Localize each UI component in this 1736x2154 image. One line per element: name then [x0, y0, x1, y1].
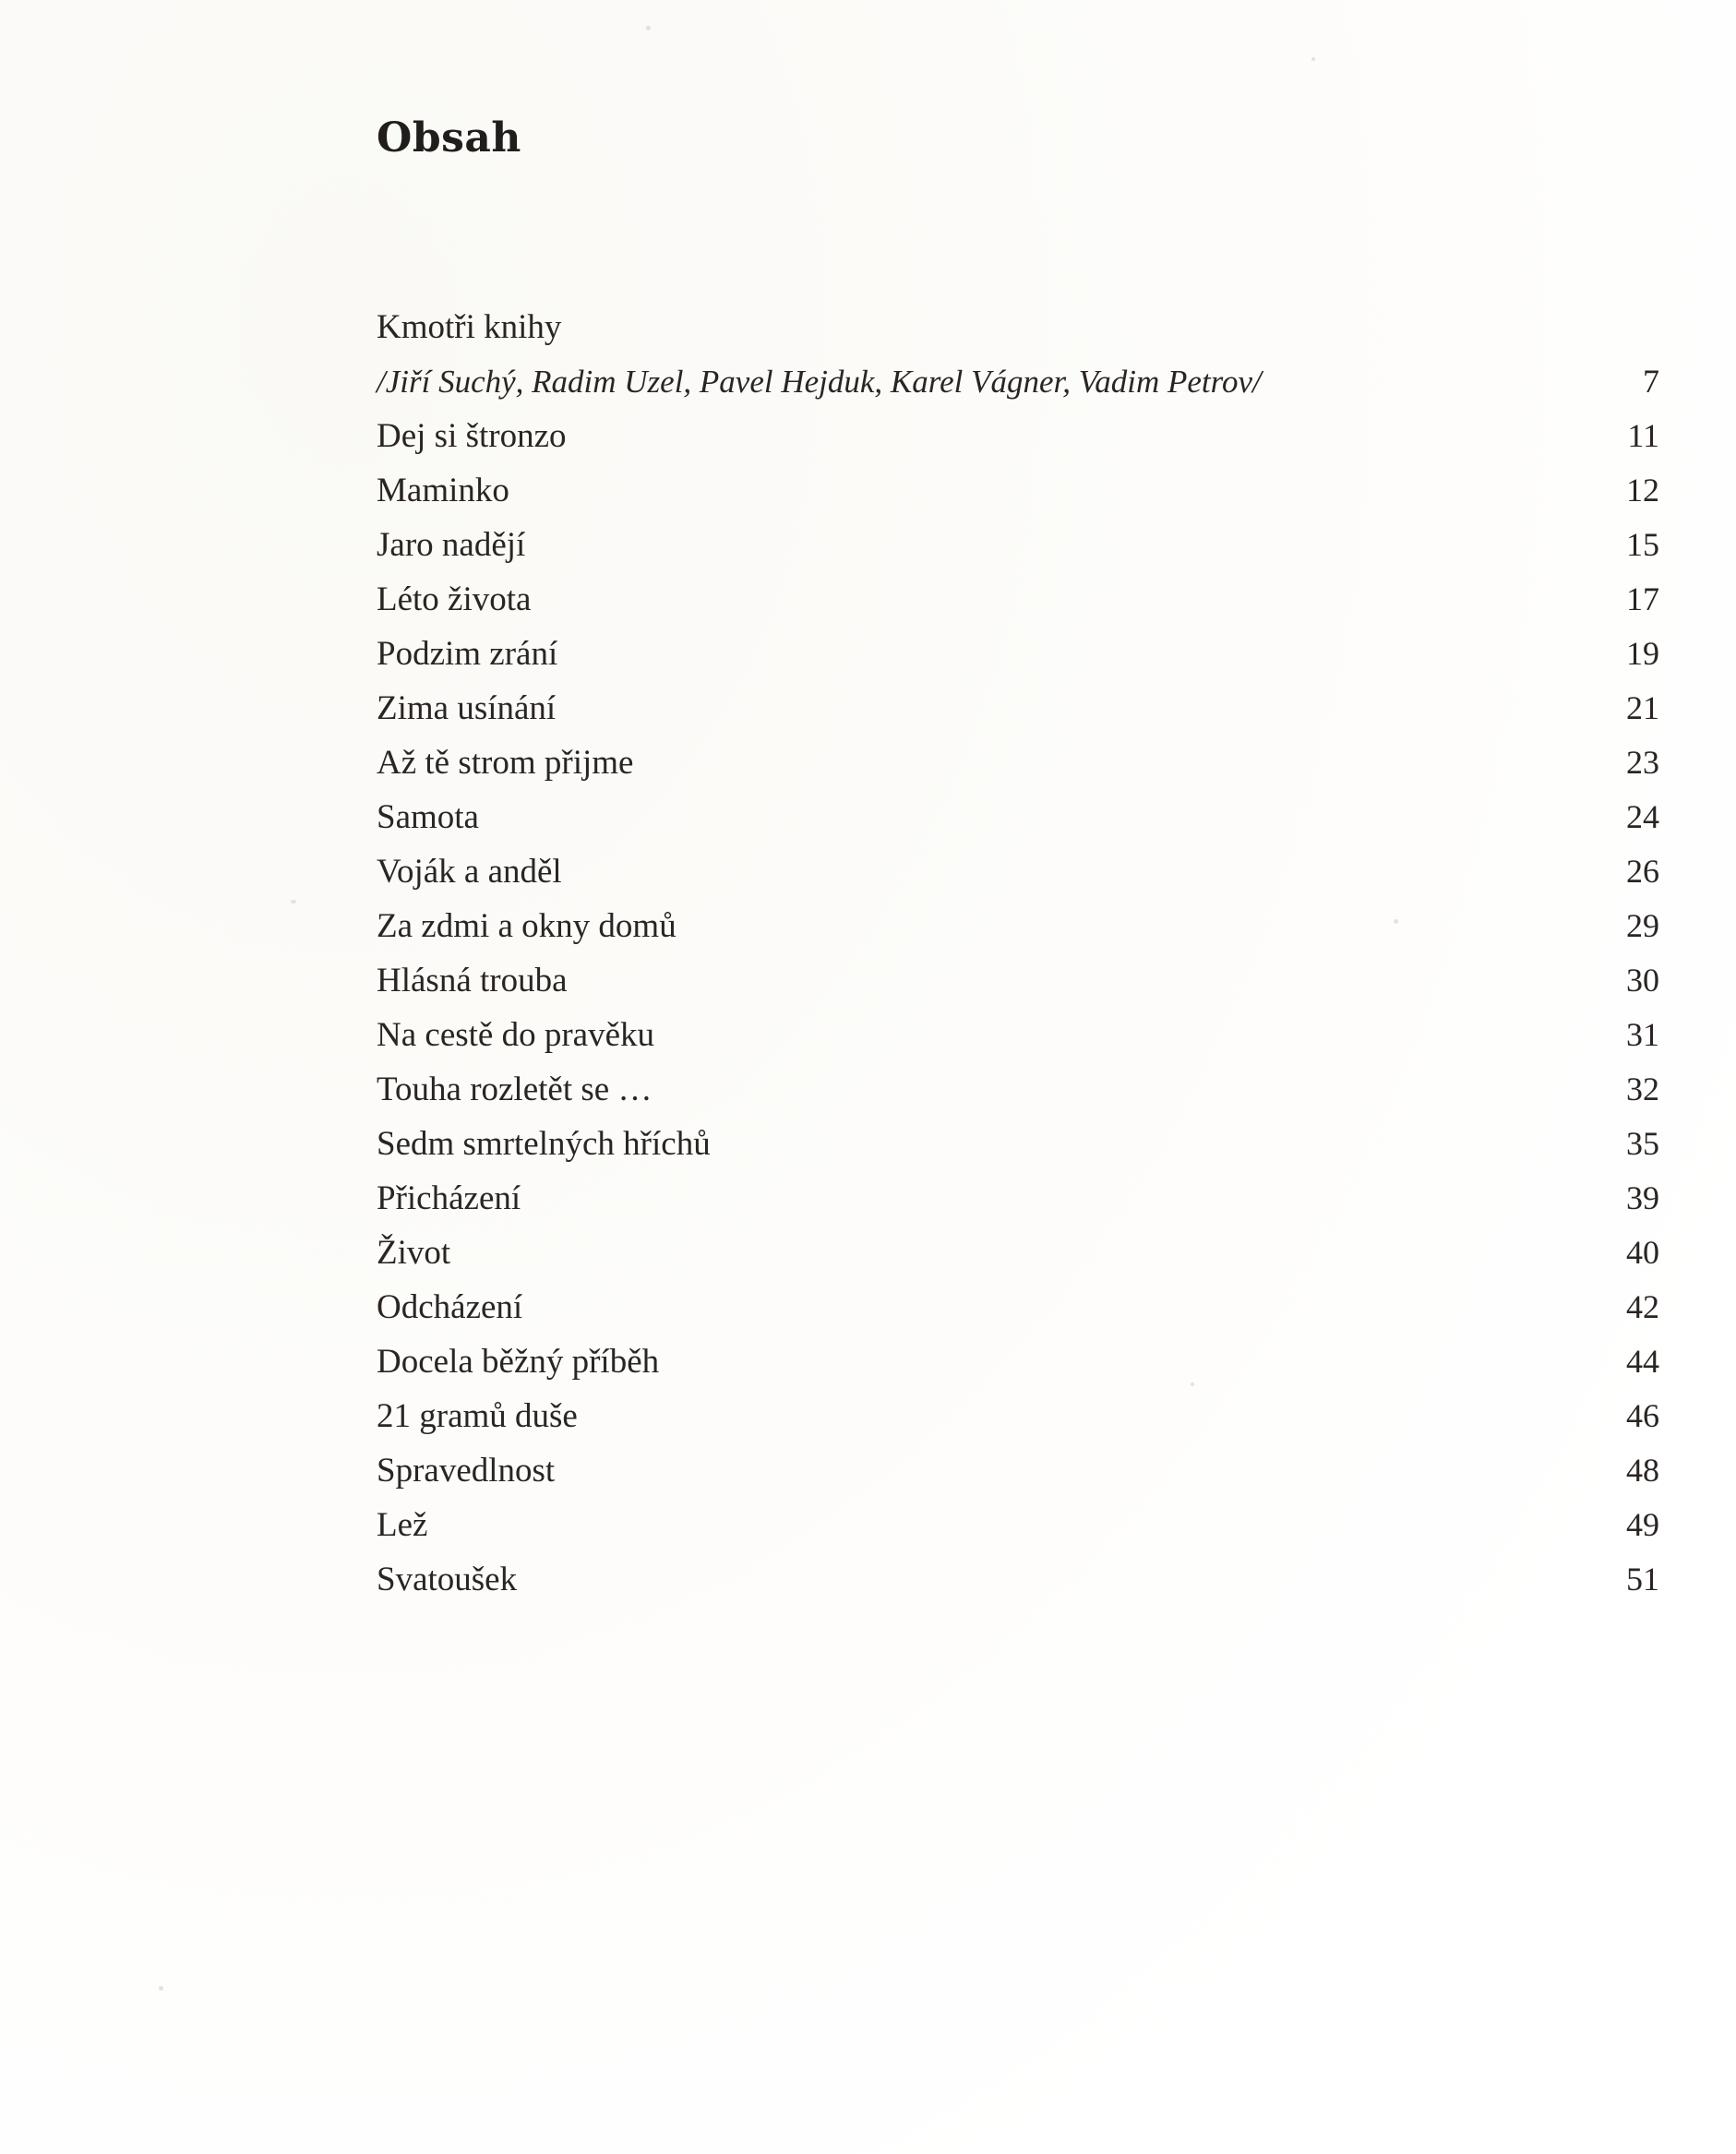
table-of-contents [377, 300, 1659, 1607]
toc-entry-label: Dej si štronzo [377, 417, 567, 455]
toc-entry-label: Lež [377, 1506, 428, 1544]
toc-entry[interactable] [377, 681, 1659, 736]
toc-entry-page: 32 [1626, 1071, 1659, 1107]
toc-entry-label: Odcházení [377, 1288, 523, 1326]
toc-entry[interactable] [377, 1008, 1659, 1062]
toc-entry-page: 19 [1626, 635, 1659, 672]
toc-entry[interactable] [377, 1552, 1659, 1607]
toc-entry-page: 17 [1626, 580, 1659, 617]
toc-entry[interactable] [377, 736, 1659, 790]
toc-entry[interactable] [377, 790, 1659, 844]
page-title: Obsah [377, 114, 521, 162]
toc-entry[interactable] [377, 953, 1659, 1008]
toc-entry-page: 12 [1626, 472, 1659, 509]
toc-entry-label: /Jiří Suchý, Radim Uzel, Pavel Hejduk, Karel Vágner, Vadim Petrov/ [377, 364, 1262, 400]
toc-entry-label: Sedm smrtelných hříchů [377, 1125, 711, 1163]
toc-entry-page: 42 [1626, 1288, 1659, 1325]
toc-entry-page: 29 [1626, 907, 1659, 944]
toc-entry-page: 44 [1626, 1343, 1659, 1380]
toc-entry[interactable] [377, 518, 1659, 572]
toc-entry[interactable] [377, 572, 1659, 627]
toc-entry-page: 49 [1626, 1506, 1659, 1543]
toc-entry[interactable] [377, 1226, 1659, 1280]
toc-entry-label: Jaro nadějí [377, 526, 526, 564]
toc-entry-label: Spravedlnost [377, 1452, 556, 1490]
toc-entry-label: Svatoušek [377, 1561, 518, 1598]
toc-entry-label: Podzim zrání [377, 635, 558, 673]
scan-speck [159, 1986, 163, 1991]
toc-entry[interactable] [377, 1389, 1659, 1443]
toc-entry-label: Za zdmi a okny domů [377, 907, 676, 945]
toc-entry[interactable] [377, 1443, 1659, 1498]
toc-entry-label: Zima usínání [377, 689, 557, 727]
toc-entry-page: 48 [1626, 1452, 1659, 1489]
toc-entry-label: Samota [377, 798, 479, 836]
toc-entry-page: 11 [1627, 417, 1659, 454]
toc-entry-page: 23 [1626, 744, 1659, 781]
toc-entry-page: 39 [1626, 1179, 1659, 1216]
toc-entry-label: 21 gramů duše [377, 1397, 578, 1435]
document-content [377, 0, 1687, 1607]
toc-entry-page: 51 [1626, 1561, 1659, 1598]
toc-entry-label: Docela běžný příběh [377, 1343, 660, 1381]
toc-entry-page: 31 [1626, 1016, 1659, 1053]
toc-entry-page: 40 [1626, 1234, 1659, 1271]
toc-entry[interactable] [377, 409, 1659, 463]
toc-entry-label: Přicházení [377, 1179, 521, 1217]
toc-entry[interactable] [377, 1117, 1659, 1171]
toc-entry[interactable] [377, 354, 1659, 409]
toc-entry-label: Kmotři knihy [377, 308, 562, 346]
toc-entry-label: Život [377, 1234, 451, 1272]
toc-entry[interactable] [377, 1062, 1659, 1117]
toc-entry-page: 24 [1626, 798, 1659, 835]
toc-entry[interactable] [377, 1498, 1659, 1552]
toc-entry-label: Voják a anděl [377, 853, 562, 891]
toc-entry-label: Na cestě do pravěku [377, 1016, 655, 1054]
toc-entry-label: Touha rozletět se … [377, 1071, 652, 1108]
toc-entry[interactable] [377, 627, 1659, 681]
toc-entry[interactable] [377, 1171, 1659, 1226]
toc-entry[interactable] [377, 899, 1659, 953]
toc-entry-page: 7 [1643, 363, 1659, 400]
toc-entry-page: 21 [1626, 689, 1659, 726]
toc-entry-page: 15 [1626, 526, 1659, 563]
toc-entry-label: Hlásná trouba [377, 962, 568, 999]
scan-speck [291, 900, 296, 903]
toc-entry[interactable] [377, 844, 1659, 899]
toc-entry[interactable] [377, 1280, 1659, 1334]
toc-entry[interactable] [377, 463, 1659, 518]
toc-entry-page: 30 [1626, 962, 1659, 999]
toc-entry-label: Až tě strom přijme [377, 744, 634, 782]
toc-entry-page: 26 [1626, 853, 1659, 890]
toc-entry-page: 46 [1626, 1397, 1659, 1434]
toc-entry-label: Léto života [377, 580, 532, 618]
toc-entry[interactable] [377, 300, 1659, 354]
toc-entry[interactable] [377, 1334, 1659, 1389]
toc-entry-label: Maminko [377, 472, 509, 509]
toc-entry-page: 35 [1626, 1125, 1659, 1162]
